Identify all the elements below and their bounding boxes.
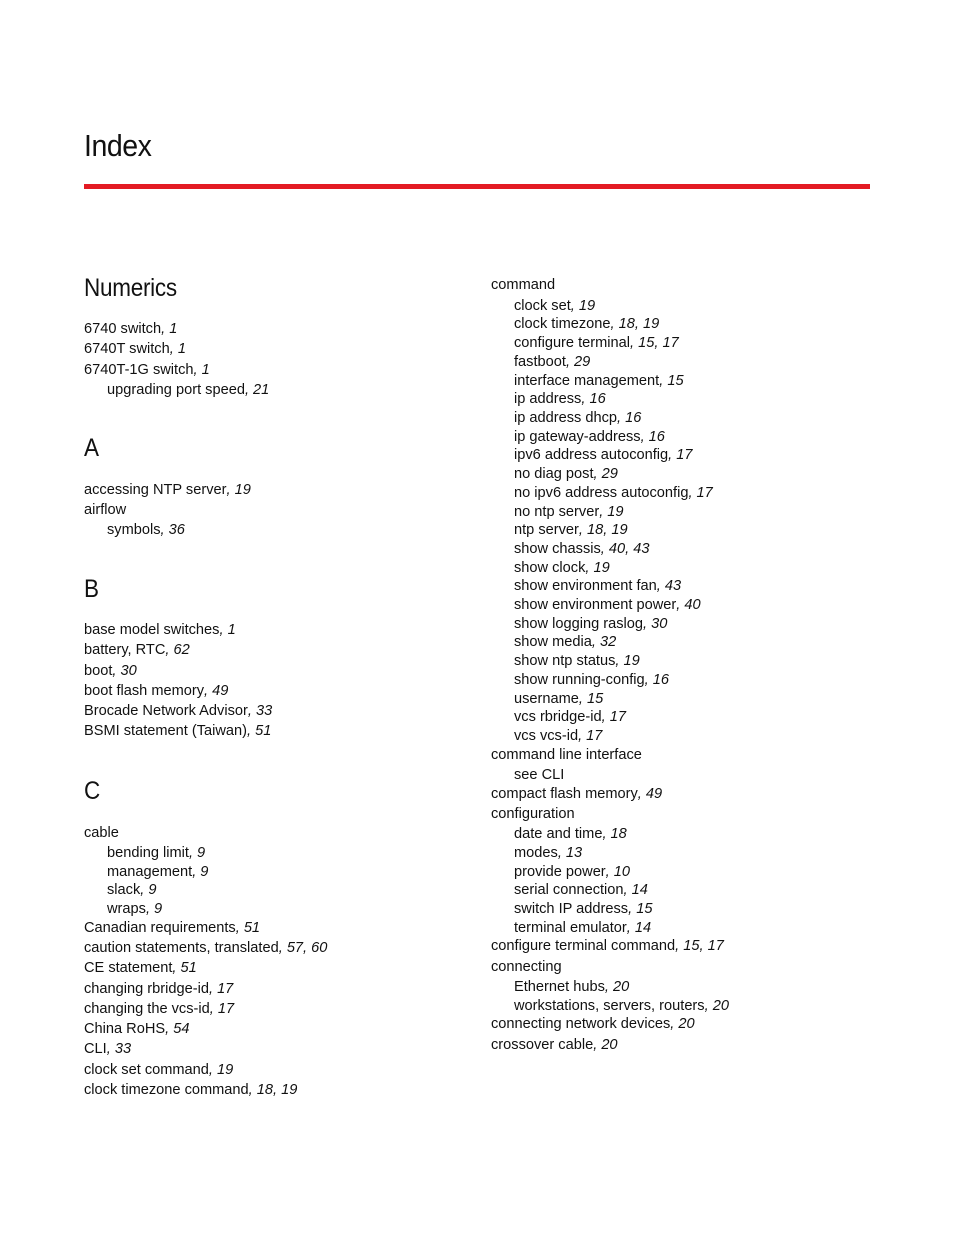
separator: ,: [628, 901, 637, 917]
separator: ,: [615, 653, 624, 669]
index-term: clock set command: [84, 1062, 209, 1078]
index-entry: [84, 501, 126, 519]
index-term: command line interface: [491, 747, 642, 763]
index-term: battery, RTC: [84, 642, 166, 658]
page-reference[interactable]: 1: [227, 622, 236, 638]
index-subentry: [84, 900, 162, 918]
separator: ,: [593, 1037, 602, 1053]
page-reference[interactable]: 20: [601, 1037, 618, 1053]
index-term: serial connection: [514, 882, 624, 898]
index-term: no ntp server: [514, 504, 600, 520]
index-term: airflow: [84, 502, 127, 518]
index-term: Canadian requirements: [84, 920, 236, 936]
index-term: configure terminal: [514, 335, 630, 351]
index-term: username: [514, 691, 579, 707]
separator: ,: [644, 672, 653, 688]
index-term: accessing NTP server: [84, 482, 227, 498]
index-entry: [84, 702, 272, 720]
page-reference[interactable]: 51: [243, 920, 261, 936]
index-subentry: [491, 297, 595, 315]
index-subentry: [491, 881, 648, 899]
index-subentry: [491, 334, 679, 352]
index-subentry: [84, 844, 205, 862]
separator: ,: [591, 634, 600, 650]
separator: ,: [145, 901, 155, 917]
index-subentry: [491, 919, 651, 937]
separator: ,: [235, 920, 244, 936]
index-subentry: [491, 671, 669, 689]
separator: ,: [593, 466, 602, 482]
separator: ,: [208, 981, 218, 997]
index-subentry: [491, 465, 618, 483]
page-reference[interactable]: 17: [217, 981, 234, 997]
page-reference[interactable]: 33: [255, 703, 273, 719]
index-term: upgrading port speed: [107, 382, 245, 398]
separator: ,: [640, 429, 649, 445]
page-reference[interactable]: 36: [168, 522, 185, 538]
page-reference[interactable]: 19: [623, 653, 640, 669]
page-reference[interactable]: 29: [601, 466, 618, 482]
page-reference[interactable]: 14: [634, 920, 652, 936]
index-term: Ethernet hubs: [514, 979, 605, 995]
index-term: clock set: [514, 298, 571, 314]
index-term: vcs vcs-id: [514, 728, 579, 744]
page-reference[interactable]: 49: [645, 786, 663, 802]
separator: ,: [581, 391, 590, 407]
index-term: show media: [514, 634, 592, 650]
index-term: configure terminal command: [491, 938, 676, 954]
page-reference[interactable]: 9: [200, 864, 209, 880]
index-term: show clock: [514, 560, 586, 576]
page-reference[interactable]: 20: [712, 998, 729, 1014]
index-entry: [84, 481, 251, 499]
index-subentry: [491, 521, 628, 539]
index-subentry: [491, 390, 606, 408]
page-reference[interactable]: 1: [201, 362, 210, 378]
index-term: connecting: [491, 959, 562, 975]
page-reference[interactable]: 19: [607, 504, 624, 520]
index-term: clock timezone: [514, 316, 611, 332]
index-subentry: [491, 766, 564, 784]
index-term: vcs rbridge-id: [514, 709, 602, 725]
separator: ,: [605, 864, 614, 880]
page-reference[interactable]: 30: [120, 663, 137, 679]
separator: ,: [160, 522, 169, 538]
separator: ,: [565, 354, 575, 370]
index-entry: [84, 1020, 189, 1038]
index-term: no diag post: [514, 466, 594, 482]
page-reference[interactable]: 57, 60: [286, 940, 328, 956]
page-reference[interactable]: 18: [610, 826, 627, 842]
index-subentry: [491, 540, 649, 558]
page-reference[interactable]: 16: [648, 429, 665, 445]
index-entry: [491, 1036, 618, 1054]
separator: ,: [578, 691, 588, 707]
index-term: boot: [84, 663, 113, 679]
separator: ,: [208, 1062, 218, 1078]
index-entry: [84, 662, 137, 680]
index-subentry: [84, 881, 156, 899]
index-term: caution statements, translated: [84, 940, 279, 956]
index-term: modes: [514, 845, 558, 861]
index-term: 6740T switch: [84, 341, 170, 357]
separator: ,: [670, 1016, 679, 1032]
index-term: no ipv6 address autoconfig: [514, 485, 689, 501]
page-reference[interactable]: 17: [696, 485, 713, 501]
separator: ,: [172, 960, 181, 976]
separator: ,: [193, 362, 202, 378]
page-reference[interactable]: 18, 19: [618, 316, 660, 332]
index-term: workstations, servers, routers: [514, 998, 705, 1014]
index-subentry: [491, 727, 602, 745]
page-reference[interactable]: 15, 17: [683, 938, 724, 954]
separator: ,: [165, 1021, 174, 1037]
index-term: cable: [84, 825, 119, 841]
separator: ,: [630, 335, 639, 351]
separator: ,: [204, 683, 213, 699]
separator: ,: [226, 482, 235, 498]
index-term: show environment power: [514, 597, 677, 613]
index-subentry: [491, 997, 729, 1015]
index-term: ip address dhcp: [514, 410, 618, 426]
page-reference[interactable]: 19: [593, 560, 610, 576]
separator: ,: [247, 723, 256, 739]
separator: ,: [623, 882, 632, 898]
index-subentry: [491, 615, 667, 633]
index-term: boot flash memory: [84, 683, 205, 699]
index-term: ip gateway-address: [514, 429, 641, 445]
index-subentry: [84, 521, 185, 539]
index-entry: [84, 641, 190, 659]
separator: ,: [140, 882, 149, 898]
separator: ,: [209, 1001, 218, 1017]
index-term: changing rbridge-id: [84, 981, 209, 997]
title-rule: [84, 184, 870, 189]
page-reference[interactable]: 51: [255, 723, 272, 739]
separator: ,: [112, 663, 121, 679]
index-subentry: [491, 633, 616, 651]
separator: ,: [604, 979, 613, 995]
index-term: 6740T-1G switch: [84, 362, 194, 378]
page-reference[interactable]: 30: [651, 616, 668, 632]
page-reference[interactable]: 9: [154, 901, 163, 917]
separator: ,: [585, 560, 594, 576]
separator: ,: [278, 940, 287, 956]
index-entry: [491, 805, 575, 823]
index-subentry: [491, 844, 582, 862]
index-term: fastboot: [514, 354, 566, 370]
index-term: base model switches: [84, 622, 220, 638]
index-entry: [491, 276, 555, 294]
separator: ,: [602, 826, 611, 842]
separator: ,: [244, 382, 254, 398]
page-reference[interactable]: 16: [589, 391, 606, 407]
index-term: CLI: [84, 1041, 107, 1057]
section-heading: B: [84, 575, 99, 603]
page-reference[interactable]: 49: [212, 683, 229, 699]
separator: ,: [668, 447, 677, 463]
index-entry: [491, 958, 562, 976]
index-term: show running-config: [514, 672, 645, 688]
index-subentry: [491, 863, 630, 881]
index-entry: [84, 1061, 233, 1079]
page-reference[interactable]: 54: [173, 1021, 190, 1037]
index-entry: [84, 959, 197, 977]
page-reference[interactable]: 20: [612, 979, 630, 995]
page-reference[interactable]: 9: [197, 845, 206, 861]
index-subentry: [491, 652, 640, 670]
separator: ,: [247, 703, 256, 719]
separator: ,: [676, 597, 685, 613]
page-reference[interactable]: 15: [587, 691, 604, 707]
index-entry: [84, 621, 236, 639]
separator: ,: [601, 709, 610, 725]
separator: ,: [578, 522, 587, 538]
index-entry: [84, 340, 186, 358]
separator: ,: [659, 373, 668, 389]
index-term: 6740 switch: [84, 321, 162, 337]
index-term: interface management: [514, 373, 660, 389]
index-entry: [84, 1081, 297, 1099]
page-reference[interactable]: 13: [565, 845, 583, 861]
index-subentry: [84, 381, 269, 399]
index-entry: [84, 939, 327, 957]
index-entry: [84, 722, 271, 740]
separator: ,: [169, 341, 178, 357]
separator: ,: [610, 316, 619, 332]
index-subentry: [491, 428, 665, 446]
index-term: connecting network devices: [491, 1016, 671, 1032]
page-reference[interactable]: 17: [217, 1001, 235, 1017]
page-reference[interactable]: 21: [253, 382, 270, 398]
index-term: crossover cable: [491, 1037, 594, 1053]
index-term: management: [107, 864, 193, 880]
page-reference[interactable]: 15: [636, 901, 653, 917]
index-subentry: [491, 484, 713, 502]
index-entry: [84, 824, 119, 842]
index-entry: [84, 1040, 131, 1058]
page-reference[interactable]: 40: [684, 597, 701, 613]
index-subentry: [491, 409, 641, 427]
page-reference[interactable]: 16: [652, 672, 669, 688]
separator: ,: [248, 1082, 257, 1098]
page-reference[interactable]: 29: [574, 354, 591, 370]
separator: ,: [643, 616, 652, 632]
index-term: provide power: [514, 864, 606, 880]
separator: ,: [637, 786, 646, 802]
index-term: ntp server: [514, 522, 579, 538]
separator: ,: [656, 578, 665, 594]
index-term: slack: [107, 882, 141, 898]
page-reference[interactable]: 43: [664, 578, 682, 594]
page-reference[interactable]: 19: [578, 298, 596, 314]
index-term: wraps: [107, 901, 146, 917]
index-entry: [491, 1015, 695, 1033]
index-subentry: [491, 372, 684, 390]
page-reference[interactable]: 18, 19: [587, 522, 628, 538]
page-title: Index: [84, 128, 152, 163]
separator: ,: [599, 504, 608, 520]
index-subentry: [491, 708, 626, 726]
page-reference[interactable]: 1: [169, 321, 178, 337]
separator: ,: [617, 410, 626, 426]
separator: ,: [600, 541, 609, 557]
index-subentry: [84, 863, 208, 881]
index-subentry: [491, 353, 590, 371]
separator: ,: [626, 920, 635, 936]
separator: ,: [688, 485, 697, 501]
index-entry: [84, 980, 233, 998]
page-reference[interactable]: 15: [667, 373, 684, 389]
separator: ,: [675, 938, 684, 954]
index-term: show chassis: [514, 541, 601, 557]
index-subentry: [491, 596, 701, 614]
page-reference[interactable]: 15, 17: [638, 335, 679, 351]
separator: ,: [161, 321, 170, 337]
index-term: date and time: [514, 826, 603, 842]
index-subentry: [491, 577, 681, 595]
page-reference[interactable]: 14: [631, 882, 648, 898]
separator: ,: [165, 642, 174, 658]
page-reference[interactable]: 40, 43: [608, 541, 650, 557]
index-entry: [491, 937, 724, 955]
section-heading: C: [84, 777, 100, 805]
separator: ,: [192, 864, 201, 880]
index-entry: [84, 919, 260, 937]
index-entry: [84, 320, 177, 338]
index-term: China RoHS: [84, 1021, 166, 1037]
index-term: symbols: [107, 522, 161, 538]
index-subentry: [491, 559, 610, 577]
page-reference[interactable]: 19: [234, 482, 251, 498]
separator: ,: [704, 998, 713, 1014]
page-reference[interactable]: 16: [625, 410, 642, 426]
separator: ,: [106, 1041, 115, 1057]
index-entry: [84, 682, 228, 700]
page-reference[interactable]: 9: [148, 882, 157, 898]
index-subentry: [491, 900, 652, 918]
page-reference[interactable]: 17: [609, 709, 626, 725]
index-term: BSMI statement (Taiwan): [84, 723, 248, 739]
section-heading: A: [84, 434, 99, 462]
index-term: command: [491, 277, 556, 293]
page-reference[interactable]: 62: [173, 642, 190, 658]
index-term: changing the vcs-id: [84, 1001, 210, 1017]
page-reference[interactable]: 17: [586, 728, 603, 744]
page-reference[interactable]: 1: [177, 341, 186, 357]
index-term: show environment fan: [514, 578, 657, 594]
index-term: show ntp status: [514, 653, 616, 669]
index-entry: [491, 785, 662, 803]
index-subentry: [491, 825, 627, 843]
index-term: clock timezone command: [84, 1082, 249, 1098]
page-reference[interactable]: 32: [599, 634, 617, 650]
page-reference[interactable]: 51: [180, 960, 197, 976]
index-term: ip address: [514, 391, 582, 407]
index-term: CE statement: [84, 960, 173, 976]
separator: ,: [578, 728, 587, 744]
index-subentry: [491, 446, 693, 464]
page-reference[interactable]: 10: [613, 864, 631, 880]
index-term: configuration: [491, 806, 575, 822]
separator: ,: [188, 845, 198, 861]
separator: ,: [570, 298, 579, 314]
index-term: show logging raslog: [514, 616, 643, 632]
index-term: terminal emulator: [514, 920, 627, 936]
index-subentry: [491, 315, 659, 333]
page-reference[interactable]: 20: [678, 1016, 695, 1032]
index-subentry: [491, 690, 603, 708]
index-term: compact flash memory: [491, 786, 638, 802]
index-term: bending limit: [107, 845, 189, 861]
index-term: switch IP address: [514, 901, 629, 917]
page-reference[interactable]: 17: [676, 447, 693, 463]
page-reference[interactable]: 18, 19: [256, 1082, 298, 1098]
page-reference[interactable]: 19: [217, 1062, 234, 1078]
index-term: ipv6 address autoconfig: [514, 447, 669, 463]
index-subentry: [491, 503, 624, 521]
page-reference[interactable]: 33: [114, 1041, 132, 1057]
separator: ,: [219, 622, 228, 638]
separator: ,: [557, 845, 566, 861]
index-entry: [84, 361, 210, 379]
index-term: see CLI: [514, 767, 565, 783]
index-entry: [84, 1000, 234, 1018]
section-heading: Numerics: [84, 274, 177, 302]
index-term: Brocade Network Advisor: [84, 703, 248, 719]
index-subentry: [491, 978, 629, 996]
index-entry: [491, 746, 642, 764]
